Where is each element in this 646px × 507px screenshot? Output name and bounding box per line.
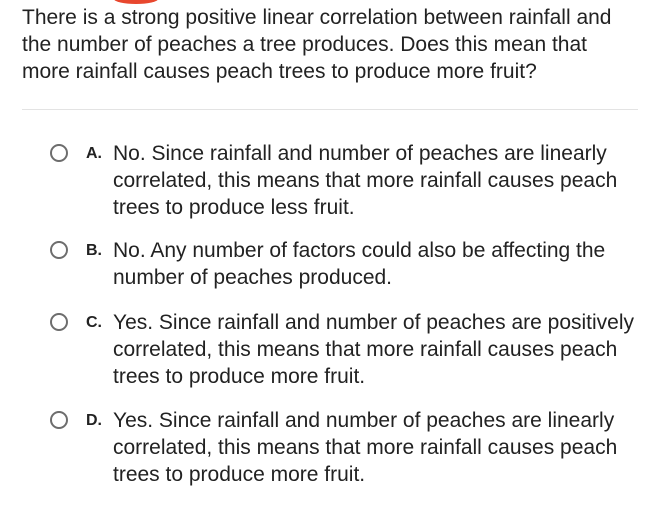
- radio-button-a[interactable]: [50, 144, 68, 162]
- option-d-letter: D.: [86, 412, 102, 429]
- option-d-text: Yes. Since rainfall and number of peaches are linearly correlated, this means that more rainfall causes peach trees to produce more fruit.: [113, 409, 618, 486]
- option-a-letter: A.: [86, 145, 102, 162]
- option-a[interactable]: [0, 140, 646, 221]
- option-b-letter: B.: [86, 242, 102, 259]
- option-b[interactable]: [0, 237, 646, 291]
- radio-button-c[interactable]: [50, 313, 68, 331]
- radio-button-d[interactable]: [50, 411, 68, 429]
- option-b-text: No. Any number of factors could also be affecting the number of peaches produced.: [113, 239, 606, 289]
- option-a-text: No. Since rainfall and number of peaches are linearly correlated, this means that more rainfall causes peach trees to produce less fruit.: [113, 142, 618, 219]
- option-c[interactable]: [0, 309, 646, 390]
- answer-options: [0, 140, 646, 488]
- question-text: There is a strong positive linear correlation between rainfall and the number of peaches a tree produces. Does this mean that more rainfall causes peach trees to produce more fruit?: [22, 6, 612, 83]
- option-c-text: Yes. Since rainfall and number of peaches are positively correlated, this means that more rainfall causes peach trees to produce more fruit.: [113, 311, 635, 388]
- option-d[interactable]: [0, 407, 646, 488]
- divider: [22, 109, 638, 110]
- option-c-letter: C.: [86, 314, 102, 331]
- radio-button-b[interactable]: [50, 241, 68, 259]
